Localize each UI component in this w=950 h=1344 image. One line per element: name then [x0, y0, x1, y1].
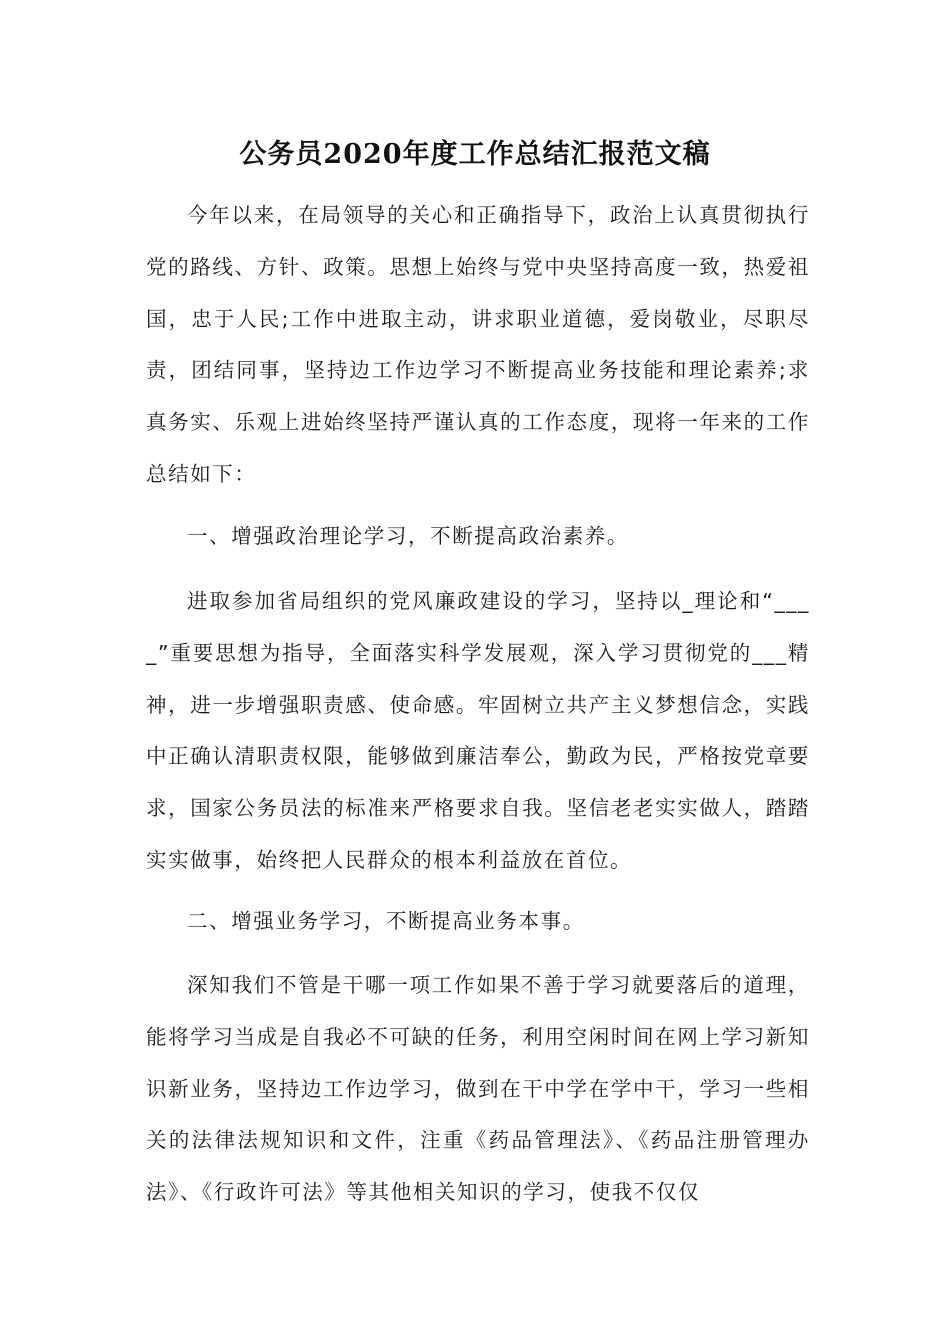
- paragraph-section-2: 深知我们不管是干哪一项工作如果不善于学习就要落后的道理，能将学习当成是自我必不可缺的任务，利用空闲时间在网上学习新知识新业务，坚持边工作边学习，做到在干中学在学中干，学习一些相关的法律法规知识和文件，注重《药品管理法》、《药品注册管理办法》、《行政许可法》等其他相关知识的学习，使我不仅仅: [146, 973, 810, 1205]
- section-heading-2: 二、增强业务学习，不断提高业务本事。: [187, 909, 585, 933]
- section-heading-1: 一、增强政治理论学习，不断提高政治素养。: [187, 524, 629, 548]
- paragraph-intro: 今年以来，在局领导的关心和正确指导下，政治上认真贯彻执行党的路线、方针、政策。思想上始终与党中央坚持高度一致，热爱祖国，忠于人民;工作中进取主动，讲求职业道德，爱岗敬业，尽职尽责，团结同事，坚持边工作边学习不断提高业务技能和理论素养;求真务实、乐观上进始终坚持严谨认真的工作态度，现将一年来的工作总结如下：: [146, 203, 810, 486]
- paragraph-section-1: 进取参加省局组织的党风廉政建设的学习，坚持以_理论和“____”重要思想为指导，全面落实科学发展观，深入学习贯彻党的___精神，进一步增强职责感、使命感。牢固树立共产主义梦想信念，实践中正确认清职责权限，能够做到廉洁奉公，勤政为民，严格按党章要求，国家公务员法的标准来严格要求自我。坚信老老实实做人，踏踏实实做事，始终把人民群众的根本利益放在首位。: [146, 589, 810, 872]
- document-title: 公务员2020年度工作总结汇报范文稿: [239, 139, 711, 170]
